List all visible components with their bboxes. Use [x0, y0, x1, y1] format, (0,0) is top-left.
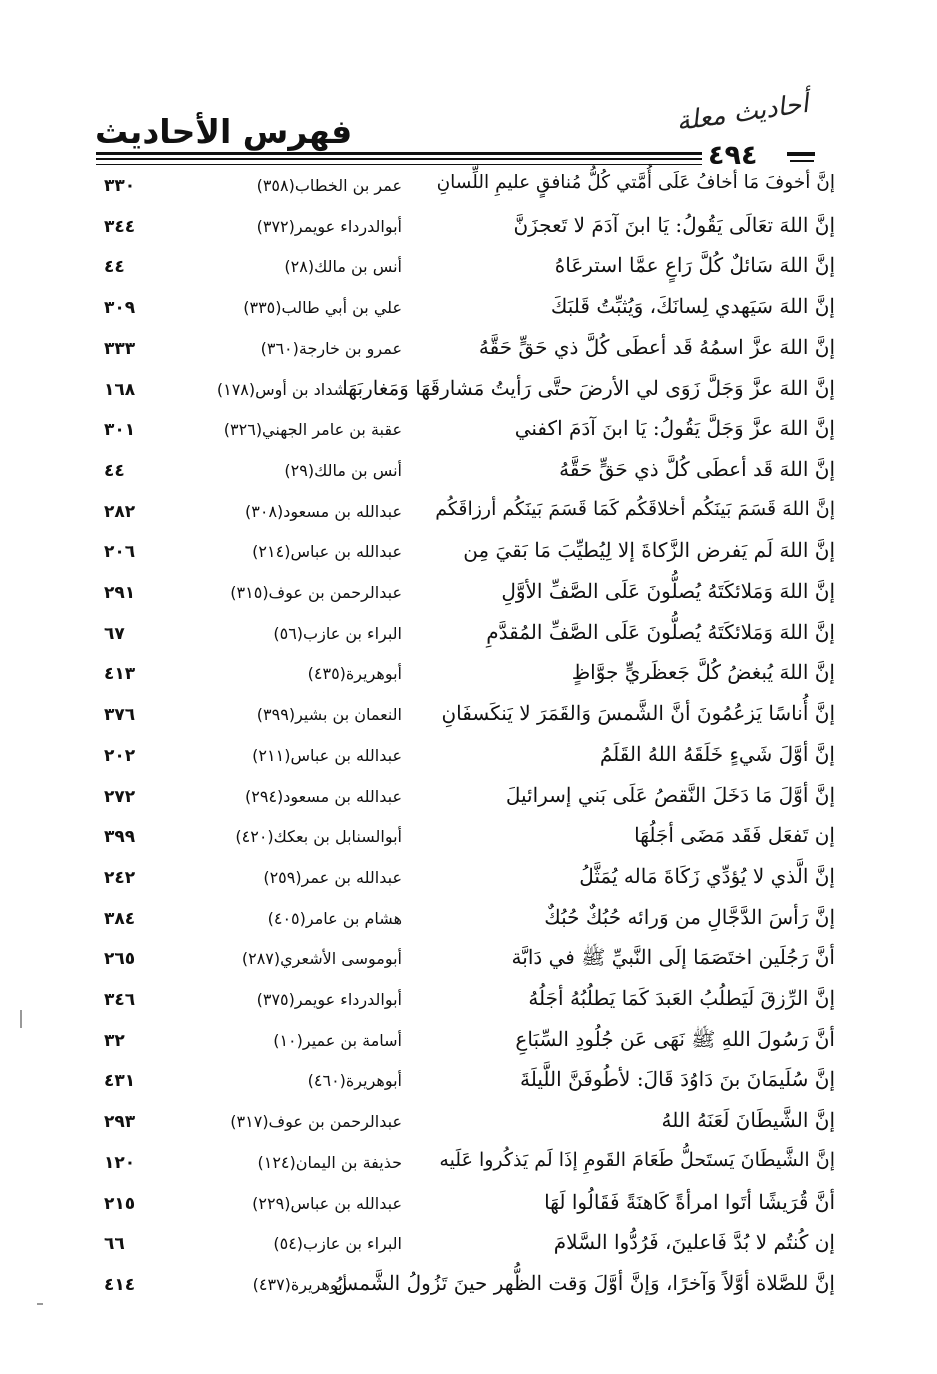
- narrator-name: علي بن أبي طالب(٣٣٥): [243, 298, 402, 318]
- narrator-name: عبدالرحمن بن عوف(٣١٥): [230, 583, 402, 602]
- narrator-name: عقبة بن عامر الجهني(٣٢٦): [223, 420, 402, 440]
- scan-mark: [37, 1303, 43, 1305]
- index-row: [0, 1188, 937, 1228]
- page-reference: ٤٣١: [104, 1071, 136, 1092]
- hadith-text: إنَّ رَأسَ الدَّجَّالِ من وَرائه حُبُكٌ حُبُكٌ: [544, 904, 835, 929]
- narrator-name: هشام بن عامر(٤٠٥): [267, 908, 402, 928]
- hadith-text: إنَّ اللهَ وَمَلائكَتَهُ يُصلُّونَ عَلَى الصَّفِّ المُقدَّمِ: [486, 619, 835, 644]
- narrator-name: النعمان بن بشير(٣٩٩): [256, 705, 402, 725]
- page-reference: ٢٨٢: [104, 501, 136, 522]
- handwritten-note: أحاديث معلة: [674, 88, 811, 138]
- narrator-name: عبدالله بن عمر(٢٥٩): [263, 867, 402, 887]
- narrator-name: أنس بن مالك(٢٨): [284, 257, 402, 277]
- page-reference: ٣٠٩: [104, 298, 136, 319]
- hadith-text: إنَّ اللهَ لَم يَفرض الزَّكاةَ إلا لِيُطيِّبَ مَا بَقيَ مِن: [463, 538, 835, 563]
- index-row: [0, 821, 937, 861]
- index-row: [0, 251, 937, 291]
- index-row: [0, 781, 937, 821]
- index-row: [0, 536, 937, 576]
- header-rule: [96, 152, 702, 155]
- narrator-name: أبوهريرة(٤٣٥): [307, 664, 402, 684]
- hadith-text: أنَّ قُرَيشًا أتَوا امرأةً كَاهنَةً فَقَالُوا لَهَا: [544, 1189, 835, 1214]
- page-reference: ٣٠١: [104, 420, 136, 441]
- index-row: [0, 658, 937, 698]
- page-reference: ٤٤: [104, 257, 125, 278]
- hadith-text: إنَّ أوَّلَ شَيءٍ خَلَقَهُ اللهُ القَلَمُ: [599, 741, 835, 766]
- page-reference: ٢١٥: [104, 1193, 136, 1214]
- scan-mark: [20, 1010, 22, 1028]
- page-reference: ٢٠٦: [104, 542, 136, 563]
- index-row: [0, 943, 937, 983]
- narrator-name: عمر بن الخطاب(٣٥٨): [256, 176, 402, 195]
- hadith-text: إنَّ اللهَ عزَّ وَجَلَّ يَقُولُ: يَا ابنَ آدَمَ اكفني: [514, 416, 835, 441]
- index-row: [0, 1025, 937, 1065]
- page-reference: ٦٦: [104, 1234, 125, 1255]
- page-reference: ٦٧: [104, 623, 125, 644]
- index-row: [0, 903, 937, 943]
- narrator-name: عبدالله بن مسعود(٢٩٤): [245, 786, 402, 806]
- hadith-text: إنَّ أخوفَ مَا أخافُ عَلَى أُمَّتي كُلُّ مُنافقٍ عليمِ اللِّسانِ: [436, 172, 835, 193]
- narrator-name: عبدالرحمن بن عوف(٣١٧): [230, 1112, 402, 1132]
- index-row: [0, 455, 937, 495]
- hadith-text: إنَّ اللهَ تعَالَى يَقُولُ: يَا ابنَ آدَمَ لا تَعجزَنَّ: [513, 212, 835, 237]
- page-reference: ٤١٤: [104, 1274, 136, 1295]
- hadith-text: إنَّ الشَّيطَانَ لَعَنَهُ اللهُ: [661, 1108, 835, 1133]
- hadith-text: أنَّ رَسُولَ اللهِ ﷺ نَهَى عَن جُلُودِ السِّبَاعِ: [515, 1026, 835, 1051]
- index-row: [0, 1065, 937, 1105]
- hadith-text: إنَّ اللهَ قَسَمَ بَينَكُم أخلاقَكُم كَمَا قَسَمَ بَينَكُم أرزاقَكُم: [435, 497, 835, 520]
- index-row: [0, 1228, 937, 1268]
- index-row: [0, 984, 937, 1024]
- index-row: [0, 1106, 937, 1146]
- narrator-name: أسامة بن عمير(١٠): [273, 1030, 402, 1050]
- hadith-text: إنَّ أوَّلَ مَا دَخَلَ النَّقصُ عَلَى بَني إسرائيلَ: [505, 782, 835, 807]
- index-row: [0, 618, 937, 658]
- index-row: [0, 170, 937, 210]
- page-reference: ٣٢: [104, 1030, 125, 1051]
- page-reference: ٣٤٤: [104, 216, 136, 237]
- page-number: ٤٩٤: [708, 140, 758, 171]
- index-row: [0, 374, 937, 414]
- hadith-text: إنَّ اللهَ عزَّ وَجَلَّ زَوَى لي الأرضَ حتَّى رَأيتُ مَشارقَهَا وَمَغاربَهَا: [342, 375, 835, 400]
- narrator-name: عبدالله بن عباس(٢١٤): [252, 542, 402, 562]
- page-reference: ٢٦٥: [104, 949, 136, 970]
- index-row: [0, 292, 937, 332]
- index-row: [0, 862, 937, 902]
- narrator-name: البراء بن عازب(٥٦): [273, 623, 402, 643]
- hadith-text: إنَّ أُناسًا يَزعُمُونَ أنَّ الشَّمسَ وَالقَمَرَ لا يَنكَسفَانِ: [441, 701, 835, 726]
- hadith-text: إنَّ الَّذي لا يُؤدِّي زَكَاةَ مَاله يُمَثَّلُ: [579, 863, 835, 888]
- narrator-name: البراء بن عازب(٥٤): [273, 1234, 402, 1254]
- page-reference: ٢٤٢: [104, 867, 136, 888]
- page-reference: ٣٨٤: [104, 908, 136, 929]
- hadith-text: إنَّ اللهَ قَد أعطَى كُلَّ ذي حَقٍّ حَقَّهُ: [559, 456, 835, 481]
- page-reference: ٣٣٣: [104, 338, 136, 359]
- page-title: فهرس الأحاديث: [95, 112, 353, 151]
- index-row: [0, 1269, 937, 1309]
- narrator-name: حذيفة بن اليمان(١٢٤): [257, 1152, 402, 1172]
- narrator-name: أبوهريرة(٤٦٠): [307, 1071, 402, 1091]
- page-reference: ٢٧٢: [104, 786, 136, 807]
- hadith-text: إن كُنتُم لا بُدَّ فَاعلينَ، فَرُدُّوا السَّلامَ: [553, 1230, 835, 1255]
- narrator-name: أبوهريرة(٤٣٧): [252, 1274, 347, 1294]
- header-rule: [96, 164, 702, 165]
- narrator-name: أبوالدرداء عويمر(٣٧٢): [256, 216, 402, 236]
- page-reference: ٢٩١: [104, 583, 136, 603]
- hadith-text: إنَّ سُلَيمَانَ بنَ دَاوُدَ قَالَ: لأطُوفَنَّ اللَّيلَةَ: [520, 1067, 835, 1092]
- header-rule: [96, 158, 702, 160]
- hadith-text: إنَّ اللهَ سَيَهدي لِسانَكَ، وَيُثبِّتُ قَلبَكَ: [550, 294, 835, 319]
- hadith-text: إن تَفعَل فَقَد مَضَى أجَلُهَا: [634, 823, 835, 848]
- index-row: [0, 414, 937, 454]
- hadith-text: إنَّ اللهَ سَائلٌ كُلَّ رَاعٍ عمَّا استرعَاهُ: [554, 253, 835, 278]
- page-reference: ٢٠٢: [104, 745, 136, 766]
- index-row: [0, 577, 937, 617]
- index-row: [0, 211, 937, 251]
- page-reference: ٣٤٦: [104, 990, 136, 1010]
- page-reference: ٢٩٣: [104, 1112, 136, 1133]
- hadith-text: إنَّ الرِّزقَ لَيَطلُبُ العَبدَ كَمَا يَطلُبُهُ أجَلُهُ: [528, 986, 835, 1010]
- narrator-name: عبدالله بن عباس(٢١١): [252, 745, 402, 765]
- page-reference: ٣٧٦: [104, 705, 136, 726]
- narrator-name: أبوالسنابل بن بعكك(٤٢٠): [235, 827, 402, 847]
- hadith-text: إنَّ اللهَ عزَّ اسمُهُ قَد أعطَى كُلَّ ذي حَقٍّ حَقَّهُ: [478, 334, 835, 359]
- index-row: [0, 740, 937, 780]
- hadith-text: إنَّ للصَّلاة أوَّلاً وَآخرًا، وَإنَّ أوَّلَ وَقت الظُّهر حينَ تَزُولُ الشَّمسُ: [333, 1270, 835, 1295]
- narrator-name: شداد بن أوس(١٧٨): [216, 379, 347, 399]
- page-reference: ٤١٣: [104, 664, 136, 685]
- index-row: [0, 699, 937, 739]
- narrator-name: عمرو بن خارجة(٣٦٠): [260, 338, 402, 358]
- page-reference: ٣٣٠: [104, 176, 136, 196]
- page-reference: ١٢٠: [104, 1152, 136, 1173]
- page-reference: ٣٩٩: [104, 827, 136, 848]
- hadith-text: إنَّ اللهَ يُبغضُ كُلَّ جَعظَريٍّ جوَّاظٍ: [571, 660, 835, 685]
- page-reference: ٤٤: [104, 460, 125, 481]
- page-number-dash: [790, 160, 814, 162]
- hadith-text: إنَّ الشَّيطَانَ يَستَحلُّ طَعَامَ القَومِ إذَا لَم يَذكُروا عَلَيه: [439, 1148, 835, 1171]
- narrator-name: عبدالله بن عباس(٢٢٩): [252, 1193, 402, 1213]
- narrator-name: أبوالدرداء عويمر(٣٧٥): [256, 990, 402, 1009]
- page-number-dash: [787, 152, 815, 156]
- index-row: [0, 1147, 937, 1187]
- page-reference: ١٦٨: [104, 379, 136, 400]
- hadith-text: إنَّ اللهَ وَمَلائكَتَهُ يُصلُّونَ عَلَى الصَّفِّ الأوَّلِ: [501, 579, 835, 603]
- index-row: [0, 496, 937, 536]
- narrator-name: أبوموسى الأشعري(٢٨٧): [241, 949, 402, 969]
- hadith-text: أنَّ رَجُلَين اختَصَمَا إلَى النَّبيِّ ﷺ في دَابَّة: [511, 945, 835, 970]
- narrator-name: عبدالله بن مسعود(٣٠٨): [245, 501, 402, 521]
- narrator-name: أنس بن مالك(٢٩): [284, 460, 402, 480]
- index-row: [0, 333, 937, 373]
